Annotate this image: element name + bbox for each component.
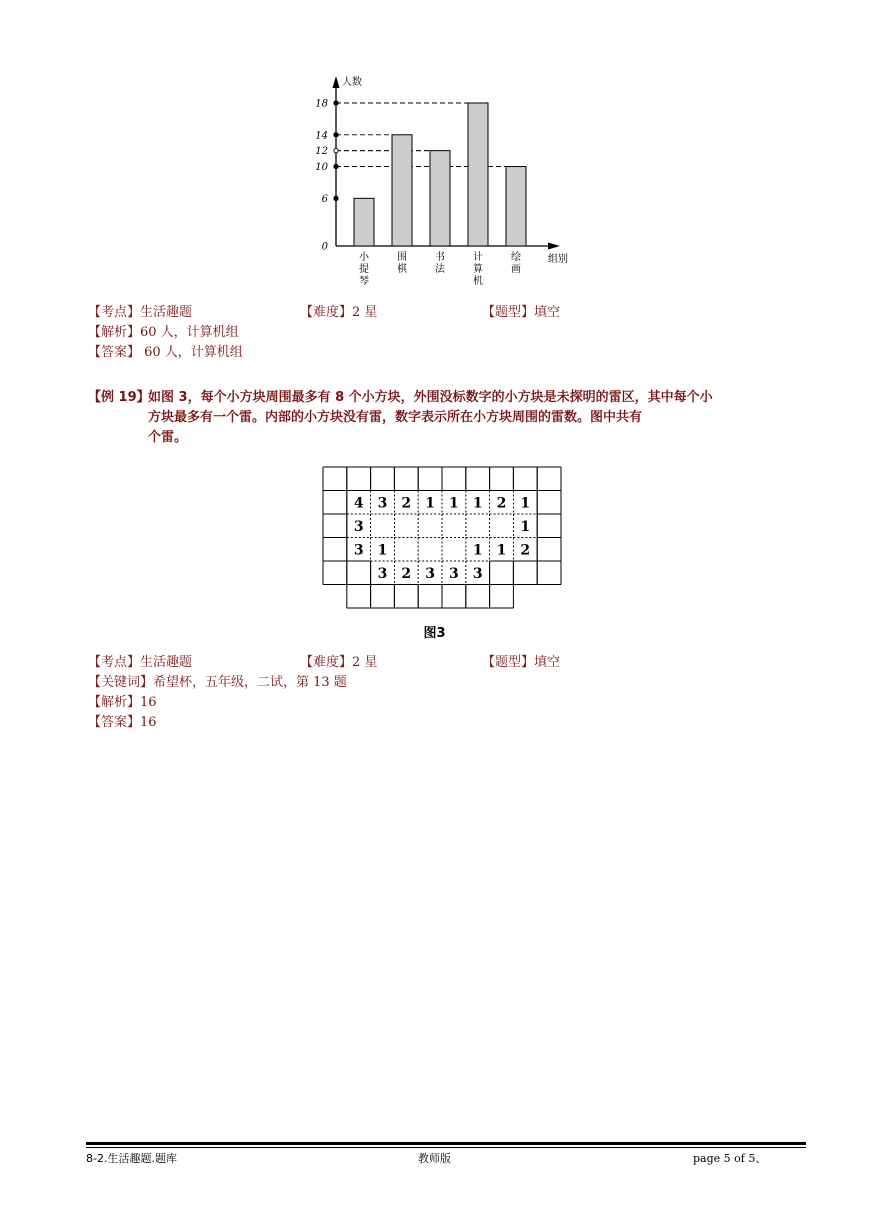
y-tick-label: 0 (321, 241, 328, 253)
grid-cell (490, 585, 514, 609)
grid-number: 3 (377, 495, 388, 512)
tixing-1: 【题型】填空 (482, 305, 561, 320)
nandu-1: 【难度】2 星 (300, 305, 378, 320)
category-label: 绘画 (511, 252, 521, 275)
grid-cell (394, 585, 418, 609)
grid-cell (371, 514, 395, 538)
minesweeper-grid (322, 466, 566, 610)
grid-number: 4 (353, 495, 364, 512)
problem-line-2: 方块最多有一个雷。内部的小方块没有雷，数字表示所在小方块周围的雷数。图中共有 (148, 410, 643, 425)
grid-cell (371, 467, 395, 491)
grid-cell (347, 467, 371, 491)
problem-statement (88, 388, 806, 448)
footer-rule (86, 1142, 806, 1145)
grid-cell (418, 467, 442, 491)
y-tick-label: 14 (315, 130, 328, 142)
grid-cell (394, 538, 418, 562)
footer-right: page 5 of 5、 (693, 1152, 767, 1165)
x-axis-arrow (548, 243, 560, 250)
grid-cell (394, 514, 418, 538)
daan-1: 【答案】 60 人，计算机组 (88, 345, 243, 360)
grid-cell (347, 585, 371, 609)
grid-cell (537, 514, 561, 538)
grid-number: 3 (377, 565, 388, 582)
jiexi-2: 【解析】16 (88, 695, 157, 710)
grid-number: 3 (425, 565, 435, 582)
grid-cell (537, 561, 561, 585)
grid-cell (490, 514, 514, 538)
grid-cell (490, 467, 514, 491)
grid-number: 1 (425, 495, 435, 512)
grid-cell (442, 538, 466, 562)
grid-cell (418, 538, 442, 562)
meta-row-2 (88, 654, 560, 672)
grid-cell (466, 467, 490, 491)
grid-number: 1 (472, 495, 483, 512)
grid-number: 3 (353, 542, 364, 559)
grid-cell (513, 561, 537, 585)
y-tick-label: 12 (315, 146, 328, 158)
guanjianci: 【关键词】希望杯，五年级，二试，第 13 题 (88, 675, 347, 690)
problem-tag: 【例 19】 (88, 390, 150, 405)
grid-cell (537, 467, 561, 491)
grid-number: 3 (472, 565, 483, 582)
grid-cell (323, 538, 347, 562)
bar-chart (300, 70, 590, 292)
category-label: 围棋 (397, 252, 407, 275)
grid-cell (323, 467, 347, 491)
grid-number: 1 (377, 542, 388, 559)
grid-cell (323, 491, 347, 515)
y-axis-label: 人数 (342, 77, 362, 88)
grid-cell (490, 561, 514, 585)
footer-left: 8-2.生活趣题.题库 (86, 1152, 177, 1165)
bar (354, 198, 374, 246)
grid-cell (442, 514, 466, 538)
problem-line-1: 如图 3，每个小方块周围最多有 8 个小方块，外围没标数字的小方块是未探明的雷区，其中每个小 (148, 390, 713, 405)
grid-number: 1 (520, 495, 531, 512)
grid-number: 3 (353, 518, 364, 535)
grid-number: 2 (496, 495, 507, 512)
jiexi-1: 【解析】60 人，计算机组 (88, 325, 239, 340)
grid-cell (466, 585, 490, 609)
y-tick-label: 6 (321, 193, 328, 205)
y-tick-dot (334, 196, 338, 200)
tixing-2: 【题型】填空 (482, 655, 561, 670)
grid-cell (347, 561, 371, 585)
grid-cell (442, 467, 466, 491)
y-tick-label: 18 (315, 98, 328, 110)
grid-number: 2 (520, 542, 531, 559)
category-label: 书法 (435, 252, 445, 275)
category-label: 小提琴 (359, 252, 369, 287)
grid-number: 2 (401, 495, 412, 512)
kaodian-1: 【考点】生活趣题 (88, 305, 193, 320)
figure-caption: 图3 (423, 626, 446, 641)
grid-number: 1 (449, 495, 459, 512)
grid-cell (513, 467, 537, 491)
y-tick-label: 10 (315, 162, 328, 174)
y-tick-dot (334, 101, 338, 105)
footer-rule-thin (86, 1147, 806, 1148)
grid-number: 1 (496, 542, 507, 559)
y-tick-dot (334, 148, 338, 152)
grid-number: 1 (520, 518, 531, 535)
y-axis-arrow (333, 76, 340, 88)
bar (392, 135, 412, 246)
footer-center: 教师版 (418, 1152, 451, 1165)
y-tick-dot (334, 164, 338, 168)
meta-row-1 (88, 304, 560, 322)
bar (430, 151, 450, 246)
grid-cell (537, 538, 561, 562)
grid-cell (537, 491, 561, 515)
grid-cell (323, 514, 347, 538)
grid-cell (394, 467, 418, 491)
daan-2: 【答案】16 (88, 715, 157, 730)
grid-number: 1 (472, 542, 483, 559)
bar (506, 167, 526, 246)
bar (468, 103, 488, 246)
x-axis-label: 组别 (548, 254, 568, 265)
grid-cell (442, 585, 466, 609)
grid-cell (418, 514, 442, 538)
grid-number: 3 (449, 565, 459, 582)
grid-cell (418, 585, 442, 609)
kaodian-2: 【考点】生活趣题 (88, 655, 193, 670)
grid-cell (371, 585, 395, 609)
y-tick-dot (334, 133, 338, 137)
category-label: 计算机 (473, 252, 483, 287)
problem-line-3: 个雷。 (148, 430, 188, 445)
grid-cell (466, 514, 490, 538)
nandu-2: 【难度】2 星 (300, 655, 378, 670)
grid-cell (323, 561, 347, 585)
grid-number: 2 (401, 565, 412, 582)
